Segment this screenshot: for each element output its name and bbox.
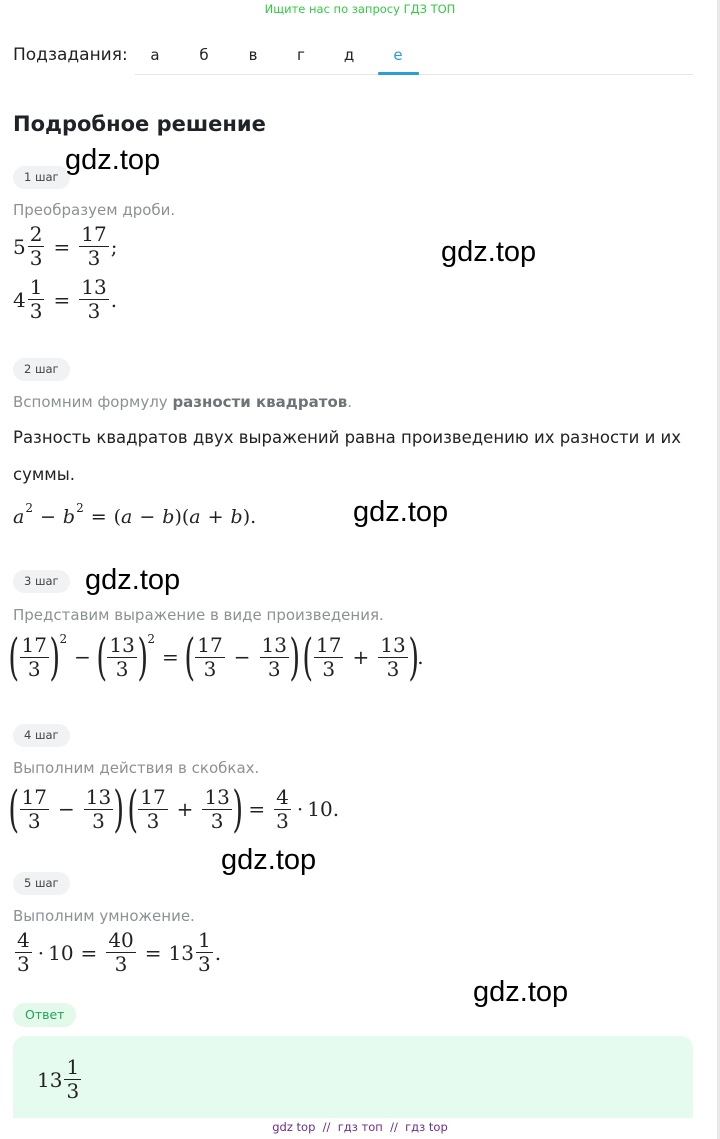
step-1-equation-1 (13, 224, 117, 269)
var-a: a (189, 506, 201, 528)
var-a: a (13, 506, 25, 528)
search-banner[interactable]: Ищите нас по запросу ГДЗ ТОП (264, 2, 456, 16)
minus-sign: − (39, 506, 56, 528)
tab-b[interactable]: б (199, 46, 209, 64)
fraction (28, 277, 45, 322)
answer-badge: Ответ (13, 1003, 76, 1027)
minus-sign: − (139, 506, 156, 528)
fraction (79, 277, 108, 322)
numerator: 17 (81, 222, 107, 246)
var-b: b (230, 506, 243, 528)
step-5-equation: $\frac{4}{3}$ · 10 = $\frac{40}{3}$ = 13 $\frac{1}{3}$ . (17, 928, 222, 976)
step-2-text (13, 393, 352, 411)
watermark: gdz.top (221, 844, 317, 876)
step-3-text: Представим выражение в виде произведения. (13, 606, 384, 624)
step-1-badge: 1 шаг (13, 166, 70, 189)
step-2-text-end: . (347, 393, 353, 411)
answer-box (13, 1036, 693, 1118)
numerator: 13 (81, 275, 107, 299)
step-1-text: Преобразуем дроби. (13, 201, 176, 219)
step-2-badge: 2 шаг (13, 358, 70, 381)
fraction (28, 224, 45, 269)
step-2-text-bold: разности квадратов (172, 393, 348, 411)
step-2-paragraph-line-1: Разность квадратов двух выражений равна произведению их разности и их (13, 428, 682, 447)
footer-links[interactable]: gdz top // гдз топ // гдз top (272, 1120, 448, 1134)
answer-value (37, 1057, 83, 1102)
numerator: 2 (29, 222, 43, 246)
watermark: gdz.top (65, 144, 161, 176)
step-4-badge: 4 шаг (13, 724, 70, 747)
tab-v[interactable]: в (248, 46, 258, 64)
denominator: 3 (87, 246, 101, 270)
mixed-whole: 4 (13, 287, 26, 312)
var-b: b (62, 506, 76, 528)
step-3-badge: 3 шаг (13, 570, 70, 593)
watermark: gdz.top (441, 236, 537, 268)
exponent: 2 (25, 501, 33, 515)
denominator: 3 (29, 299, 43, 323)
step-5-badge: 5 шаг (13, 872, 70, 895)
step-3-equation: ( $\frac{17}{3}$ ) 2 − ( $\frac{13}{3}$ ) 2 = ( $\frac{17}{3}$ − $\frac{13}{3}$ ) ( $\frac{17}{3}$ + $\frac{13}{3}$ ) . (8, 628, 424, 686)
watermark: gdz.top (473, 976, 569, 1008)
equals-sign: = (53, 234, 71, 259)
watermark: gdz.top (353, 496, 449, 528)
active-tab-indicator (378, 72, 419, 75)
semicolon: ; (110, 234, 118, 259)
var-a: a (121, 506, 133, 528)
tab-g[interactable]: г (297, 46, 305, 64)
var-b: b (162, 506, 175, 528)
subtasks-label: Подзадания: (13, 45, 128, 65)
numerator: 1 (29, 275, 43, 299)
answer-whole: 13 (37, 1067, 63, 1092)
step-5-text: Выполним умножение. (13, 907, 195, 925)
step-2-text-start: Вспомним формулу (13, 393, 173, 411)
fraction (79, 224, 108, 269)
step-4-text: Выполним действия в скобках. (13, 759, 260, 777)
step-4-equation: ( $\frac{17}{3}$ − $\frac{13}{3}$ ) ( $\frac{17}{3}$ + $\frac{13}{3}$ ) = $\frac{4}{3}$ · 10 . (8, 780, 340, 838)
plus-sign: + (207, 506, 224, 528)
answer-fraction: $\frac{1}{3}$ (66, 1055, 80, 1103)
period: . (110, 287, 118, 312)
denominator: 3 (29, 246, 43, 270)
equals-sign: = (90, 506, 107, 528)
tab-a[interactable]: а (150, 46, 160, 64)
denominator: 3 (87, 299, 101, 323)
watermark: gdz.top (85, 564, 181, 596)
page-title: Подробное решение (13, 112, 266, 136)
tab-d[interactable]: д (343, 46, 355, 64)
tab-e[interactable]: е (393, 46, 403, 64)
exponent: 2 (76, 501, 84, 515)
mixed-whole: 5 (13, 234, 26, 259)
difference-of-squares-formula: a 2 − b 2 = ( a − b )( a + b ). (13, 501, 257, 528)
step-2-paragraph-line-2: суммы. (13, 465, 76, 484)
step-1-equation-2 (13, 277, 117, 322)
equals-sign: = (53, 287, 71, 312)
